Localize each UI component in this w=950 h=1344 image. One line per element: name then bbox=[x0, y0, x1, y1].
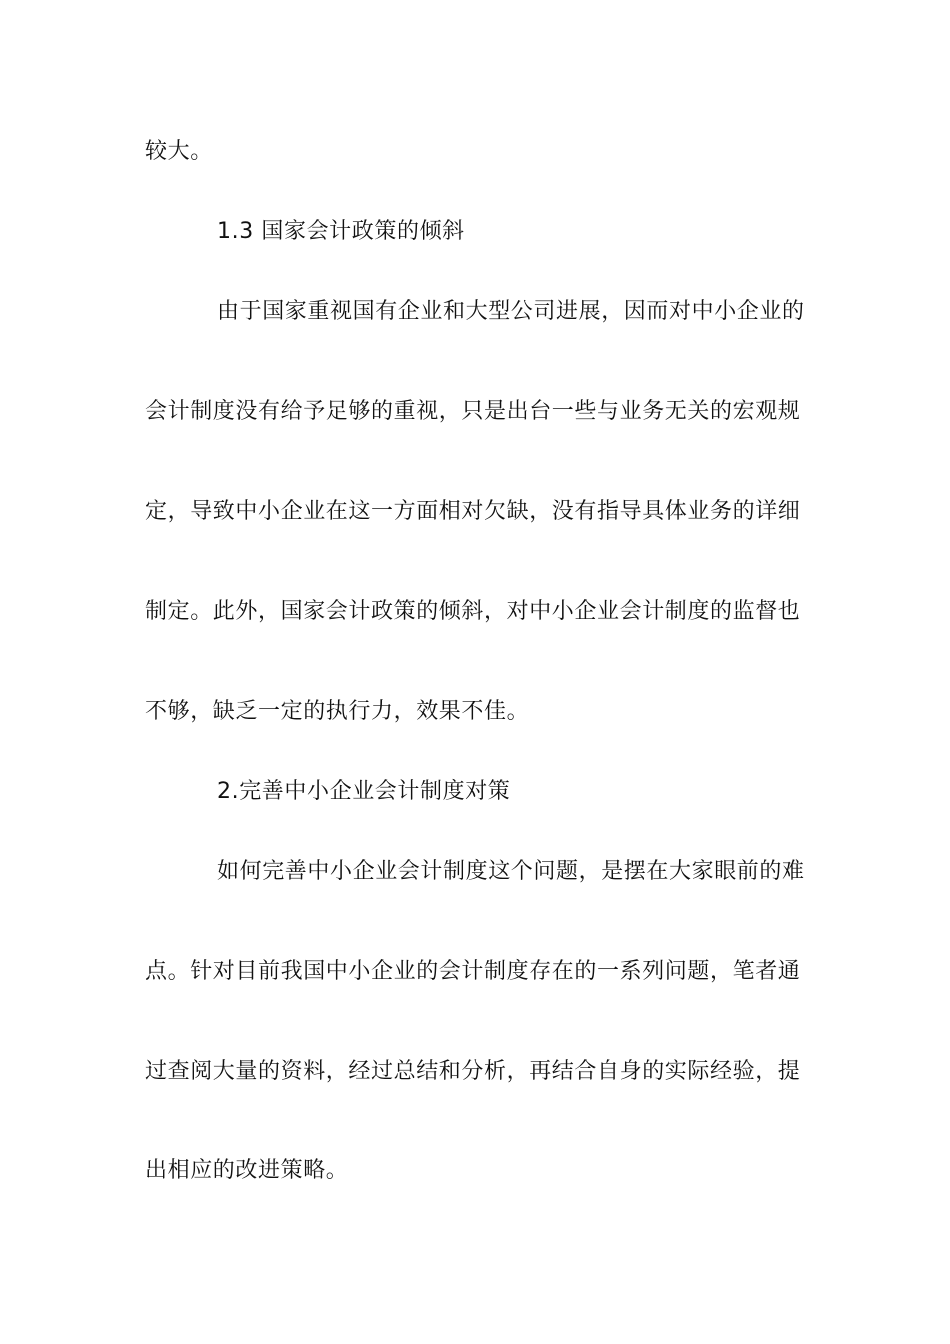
paragraph-line: 会计制度没有给予足够的重视，只是出台一些与业务无关的宏观规 bbox=[145, 399, 801, 424]
section-heading-2: 2.完善中小企业会计制度对策 bbox=[217, 779, 511, 804]
paragraph-continuation: 较大。 bbox=[145, 139, 213, 164]
paragraph-line: 点。针对目前我国中小企业的会计制度存在的一系列问题，笔者通 bbox=[145, 959, 801, 984]
paragraph-line: 制定。此外，国家会计政策的倾斜，对中小企业会计制度的监督也 bbox=[145, 599, 801, 624]
paragraph-line: 定，导致中小企业在这一方面相对欠缺，没有指导具体业务的详细 bbox=[145, 499, 801, 524]
paragraph-line: 由于国家重视国有企业和大型公司进展，因而对中小企业的 bbox=[217, 299, 805, 324]
paragraph-line: 出相应的改进策略。 bbox=[145, 1158, 349, 1183]
section-heading-1-3: 1.3 国家会计政策的倾斜 bbox=[217, 219, 465, 244]
paragraph-line: 不够，缺乏一定的执行力，效果不佳。 bbox=[145, 699, 530, 724]
paragraph-line: 过查阅大量的资料，经过总结和分析，再结合自身的实际经验，提 bbox=[145, 1059, 801, 1084]
paragraph-line: 如何完善中小企业会计制度这个问题，是摆在大家眼前的难 bbox=[217, 859, 805, 884]
